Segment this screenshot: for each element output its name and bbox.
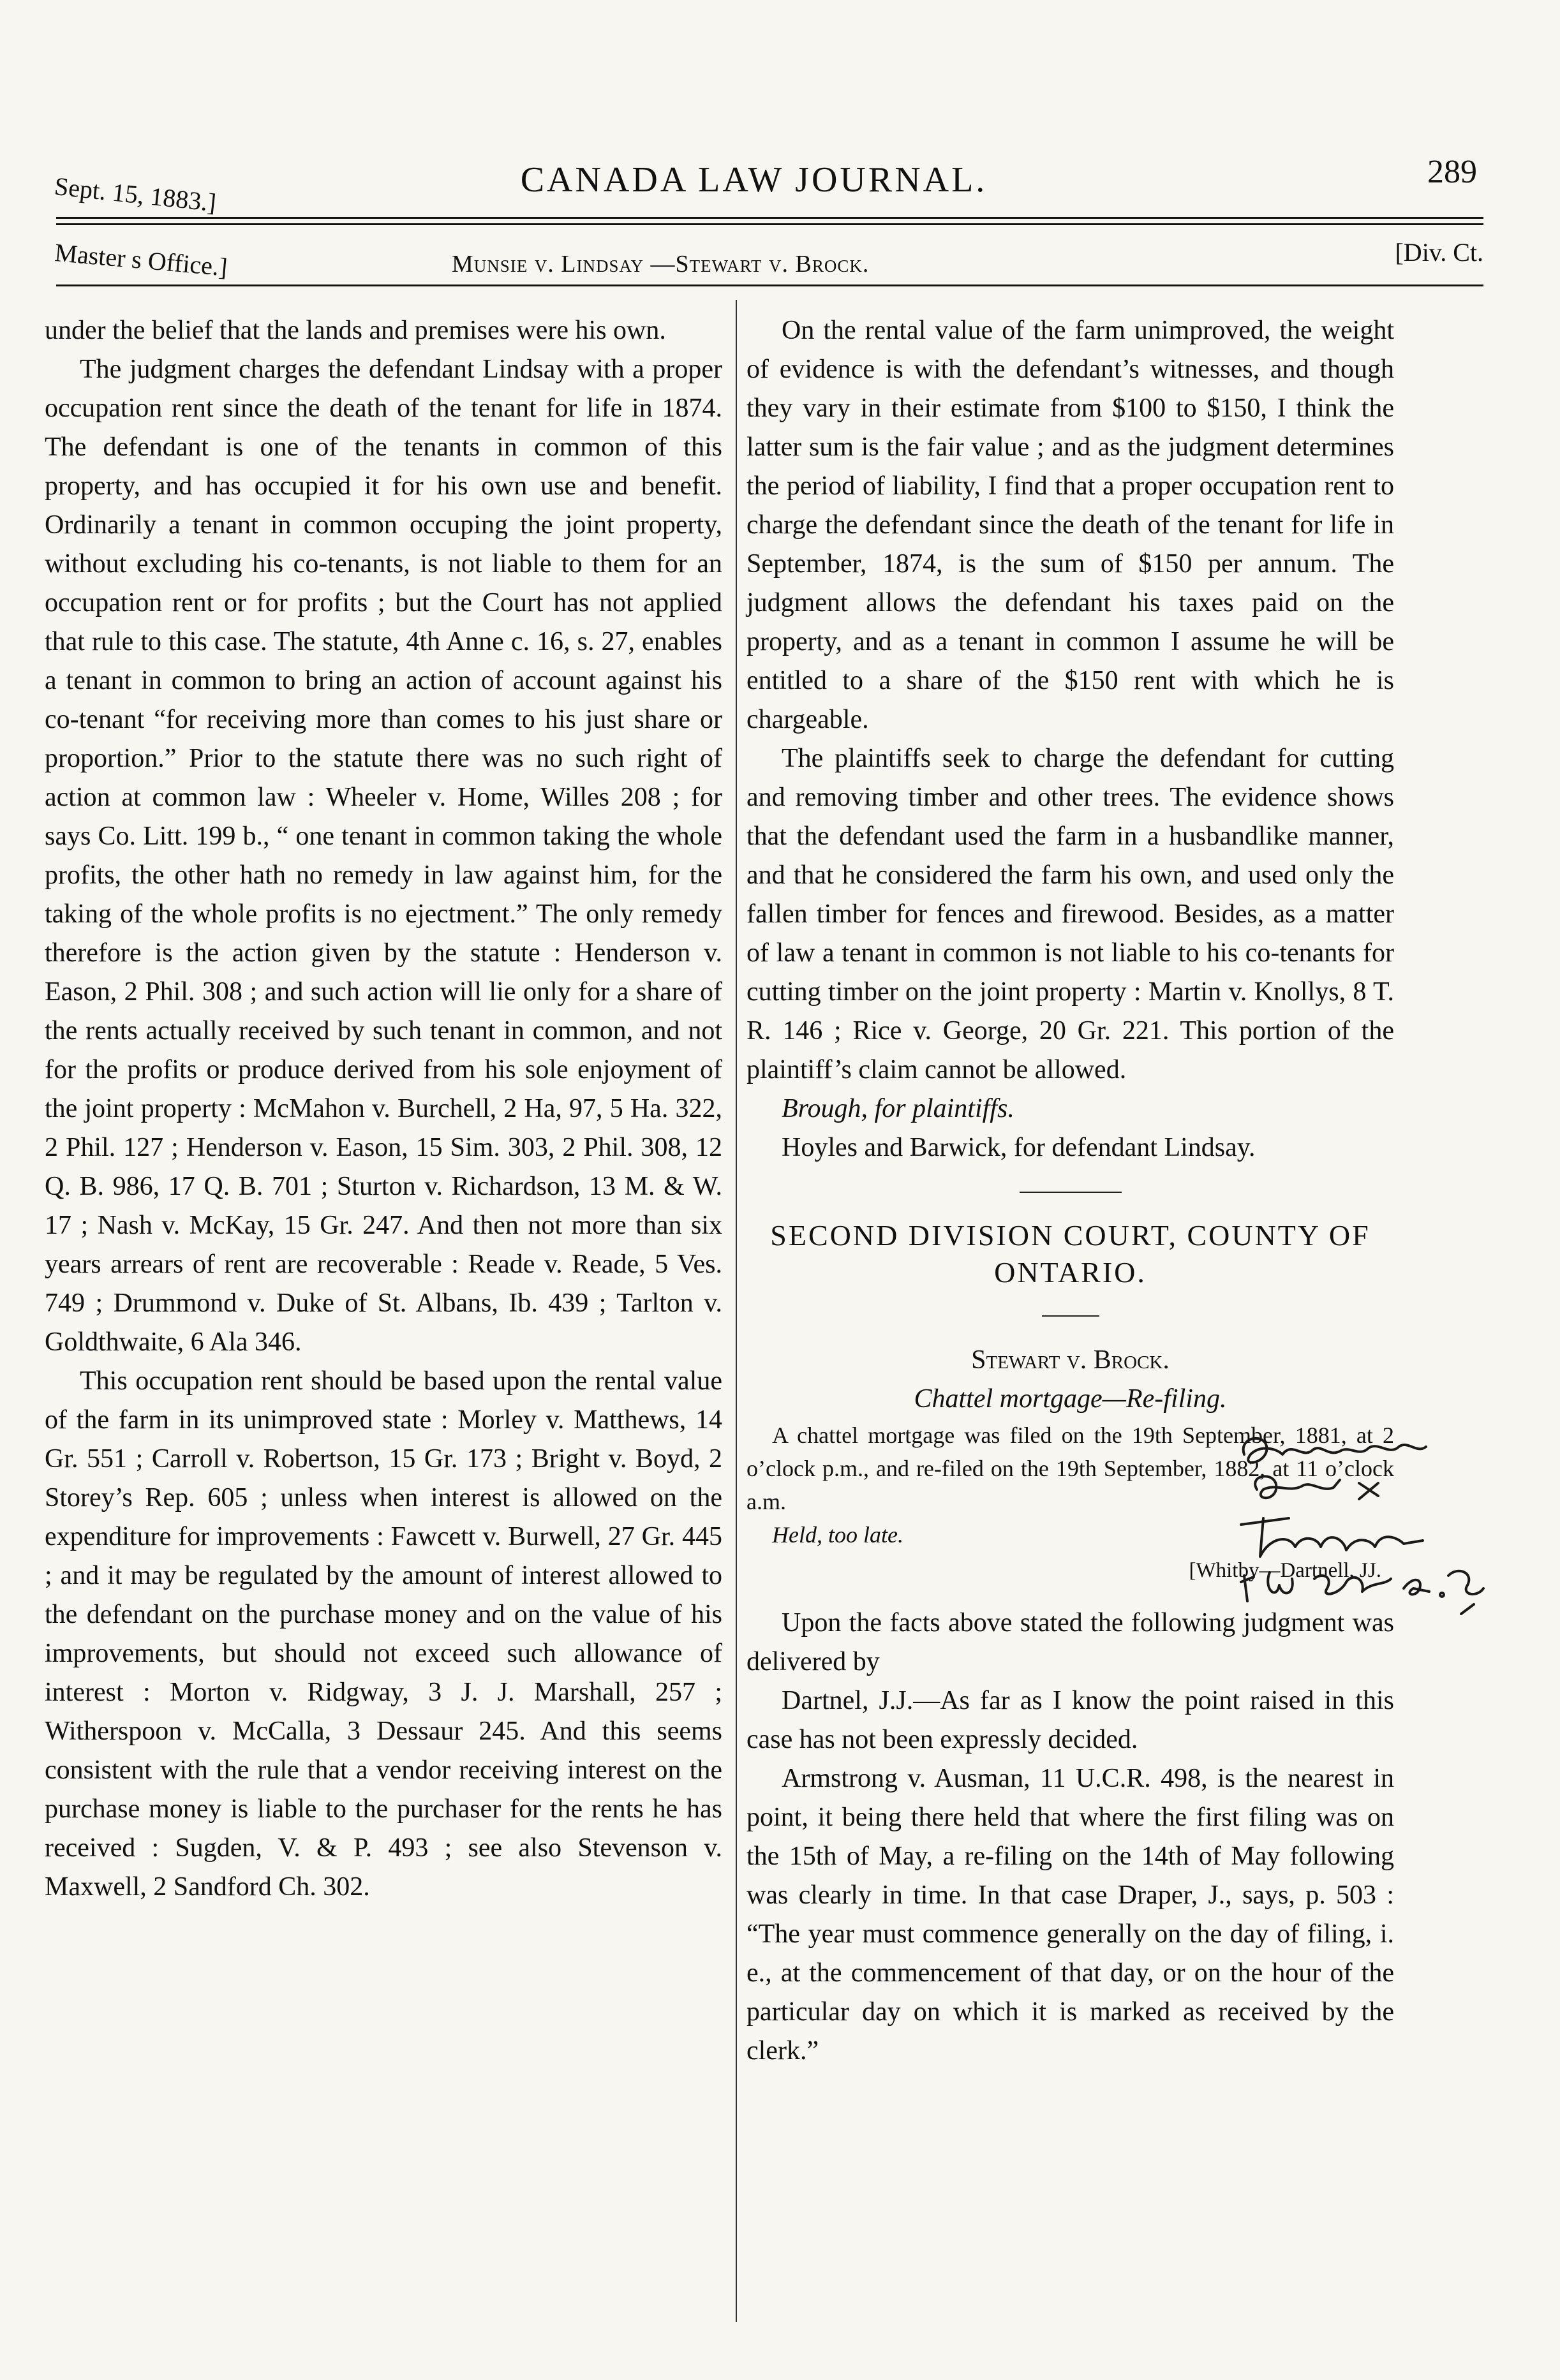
headnote-text: A chattel mortgage was filed on the 19th September, 1881, at 2 o’clock p.m., and re-filed on the 19th September, 1882, at 11 o’clock a.m. (747, 1423, 1394, 1514)
paragraph: On the rental value of the farm unimproved, the weight of evidence is with the defendant’s witnesses, and though they vary in their estimate from $100 to $150, I think the latter sum is the fair value ; and as the judgment determines the period of liability, I find that a proper occupation rent to charge the defendant since the death of the tenant for life in September, 1874, is the sum of $150 per annum. The judgment allows the defendant his taxes paid on the property, and as a tenant in common I assume he will be entitled to a share of the $150 rent with which he is chargeable. (747, 316, 1394, 734)
case-name: Stewart v. Brock. (971, 1345, 1170, 1375)
running-head (53, 154, 1477, 218)
court-title: SECOND DIVISION COURT, COUNTY OF ONTARIO. (770, 1219, 1371, 1289)
journal-title: CANADA LAW JOURNAL. (520, 160, 988, 200)
paragraph: The judgment charges the defendant Lindsay with a proper occupation rent since the death of the tenant for life in 1874. The defendant is one of the tenants in common of this property, and has occupied it for his own use and benefit. Ordinarily a tenant in common occuping the joint property, without excluding his co-tenants, is not liable to them for an occupation rent or for profits ; but the Court has not applied that rule to this case. The statute, 4th Anne c. 16, s. 27, enables a tenant in common to bring an action of account against his co-tenant “for receiving more than comes to his just share or proportion.” Prior to the statute there was no such right of action at common law : Wheeler v. Home, Willes 208 ; for says Co. Litt. 199 b., “ one tenant in common taking the whole profits, the other hath no remedy in law against him, for the taking of the whole profits is no ejectment.” The only remedy therefore is the action given by the statute : Henderson v. Eason, 2 Phil. 308 ; and such action will lie only for a share of the rents actually received by such tenant in common, and not for the profits or produce derived from his sole enjoyment of the joint property : McMahon v. Burchell, 2 Ha, 97, 5 Ha. 322, 2 Phil. 127 ; Henderson v. Eason, 15 Sim. 303, 2 Phil. 308, 12 Q. B. 986, 17 Q. B. 701 ; Sturton v. Richardson, 13 M. & W. 17 ; Nash v. McKay, 15 Gr. 247. And then not more than six years arrears of rent are recoverable : Reade v. Reade, 5 Ves. 749 ; Drummond v. Duke of St. Albans, Ib. 439 ; Tarlton v. Goldthwaite, 6 Ala 346. (45, 355, 722, 1357)
page-number: 289 (1427, 154, 1477, 190)
paragraph: This occupation rent should be based upon the rental value of the farm in its unimproved state : Morley v. Matthews, 14 Gr. 551 ; Carroll v. Robertson, 15 Gr. 173 ; Bright v. Boyd, 2 Storey’s Rep. 605 ; unless when interest is allowed on the expenditure for improvements : Fawcett v. Burwell, 27 Gr. 445 ; and it may be regulated by the amount of interest allowed to the defendant on the purchase money and on the value of his improvements, but should not exceed such allowance of interest : Morton v. Ridgway, 3 J. J. Marshall, 257 ; Witherspoon v. McCalla, 3 Dessaur 245. And this seems consistent with the rule that a vendor receiving interest on the purchase money is liable to the purchaser for the rents he has received : Sugden, V. & P. 493 ; see also Stevenson v. Maxwell, 2 Sandford Ch. 302. (45, 1366, 722, 1902)
counsel-line: Hoyles and Barwick, for defendant Lindsay. (782, 1133, 1256, 1162)
paragraph: Upon the facts above stated the following judgment was delivered by (747, 1608, 1394, 1676)
handwritten-annotation (1231, 1429, 1525, 1627)
judges-line: [Whitby—Dartnell, JJ. (1189, 1559, 1381, 1582)
section-rule (1020, 1192, 1122, 1193)
court-label: Master s Office.] (53, 237, 229, 282)
paragraph: Dartnel, J.J.—As far as I know the point raised in this case has not been expressly decided. (747, 1686, 1394, 1754)
handwriting-scribble-icon (1231, 1429, 1525, 1627)
case-subject: Chattel mortgage—Re-filing. (914, 1384, 1227, 1414)
division-label: [Div. Ct. (1395, 238, 1483, 267)
case-names-head: Munsie v. Lindsay —Stewart v. Brock. (452, 251, 870, 277)
column-divider (736, 300, 737, 2322)
paragraph: Armstrong v. Ausman, 11 U.C.R. 498, is the nearest in point, it being there held that where the first filing was on the 15th of May, a re-filing on the 14th of May following was clearly in time. In that case Draper, J., says, p. 503 : “The year must commence generally on the day of filing, i. e., at the commencement of that day, or on the hour of the particular day on which it is marked as received by the clerk.” (747, 1764, 1394, 2066)
right-column (747, 311, 1394, 2071)
section-rule-small (1042, 1315, 1099, 1317)
case-head-rule (56, 285, 1483, 286)
counsel-line: Brough, for plaintiffs. (782, 1094, 1014, 1123)
left-column (45, 311, 722, 1907)
headnote-held: Held, too late. (772, 1522, 903, 1548)
header-rule-bottom (56, 223, 1483, 225)
header-rule-top (56, 217, 1483, 219)
case-head (53, 237, 1483, 282)
paragraph: The plaintiffs seek to charge the defendant for cutting and removing timber and other trees. The evidence shows that the defendant used the farm in a husbandlike manner, and that he considered the farm his own, and used only the fallen timber for fences and firewood. Besides, as a matter of law a tenant in common is not liable to his co-tenants for cutting timber on the joint property : Martin v. Knollys, 8 T. R. 146 ; Rice v. George, 20 Gr. 221. This portion of the plaintiff’s claim cannot be allowed. (747, 744, 1394, 1084)
issue-date: Sept. 15, 1883.] (53, 171, 218, 218)
paragraph: under the belief that the lands and premises were his own. (45, 316, 666, 345)
